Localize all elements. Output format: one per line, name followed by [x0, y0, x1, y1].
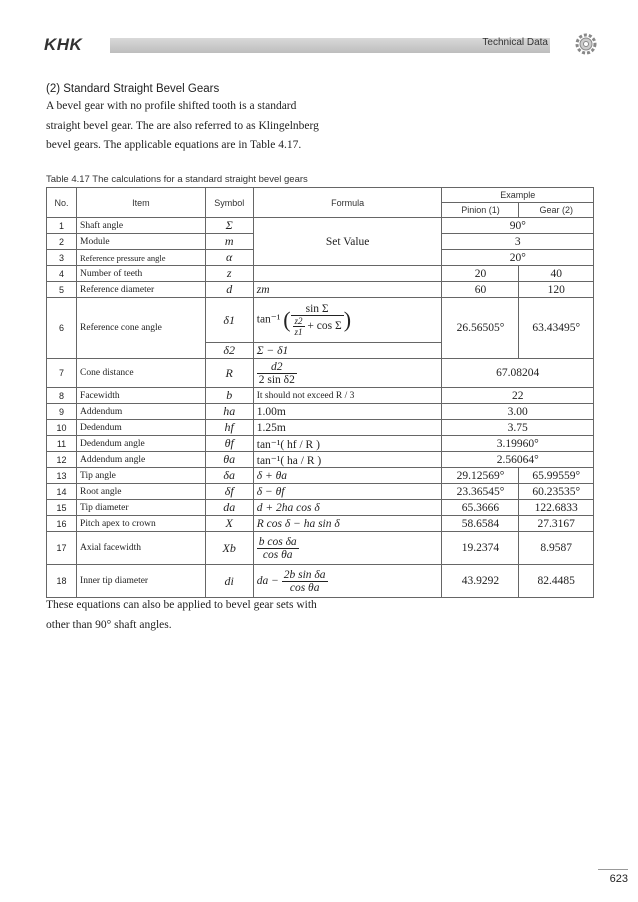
table-row	[47, 218, 594, 234]
header-pinion: Pinion (1)	[442, 203, 519, 218]
row-formula	[253, 565, 442, 598]
row-formula: zm	[253, 282, 442, 298]
table-row	[47, 388, 594, 404]
row-formula: tan⁻¹( hf / R )	[253, 436, 442, 452]
row-gear: 27.3167	[519, 516, 594, 532]
row-value: 90°	[442, 218, 594, 234]
z1: z1	[294, 327, 303, 337]
table-header-row	[47, 188, 594, 203]
header-label: Technical Data	[482, 37, 548, 48]
page-number: 623	[609, 873, 628, 885]
row-item: Facewidth	[77, 388, 206, 404]
gear-icon	[572, 30, 600, 58]
outro-paragraph: These equations can also be applied to bevel gear sets with other than 90° shaft angles.	[46, 599, 317, 631]
row-item: Inner tip diameter	[77, 565, 206, 598]
row-formula-2: Σ − δ1	[253, 343, 442, 359]
row-item: Reference pressure angle	[77, 250, 206, 266]
row-no: 8	[47, 388, 77, 404]
row-formula: δ − θf	[253, 484, 442, 500]
row-formula	[253, 359, 442, 388]
header-formula: Formula	[253, 188, 442, 218]
row-symbol: di	[205, 565, 253, 598]
page-header	[44, 34, 600, 54]
table-row	[47, 404, 594, 420]
row-item: Reference diameter	[77, 282, 206, 298]
table-row	[47, 516, 594, 532]
row-pinion: 23.36545°	[442, 484, 519, 500]
row-no: 11	[47, 436, 77, 452]
intro-paragraph: A bevel gear with no profile shifted tooth is a standard straight bevel gear. The are also referred to as Klingelnberg bevel gears. The applicable equations are in Table 4.17.	[46, 100, 319, 151]
row-pinion: 29.12569°	[442, 468, 519, 484]
cone-angle-fraction	[291, 303, 344, 337]
set-value: Set Value	[253, 218, 442, 266]
header-item: Item	[77, 188, 206, 218]
row-symbol: θf	[205, 436, 253, 452]
formula-numerator: 2b sin δa	[283, 568, 326, 581]
formula-denominator: cos θa	[262, 548, 293, 561]
row-item: Cone distance	[77, 359, 206, 388]
row-symbol: b	[205, 388, 253, 404]
calculation-table	[46, 187, 594, 598]
header-example: Example	[442, 188, 594, 203]
row-gear: 65.99559°	[519, 468, 594, 484]
table-row	[47, 565, 594, 598]
row-symbol-1: δ1	[205, 298, 253, 343]
row-symbol-2: δ2	[205, 343, 253, 359]
row-symbol: ha	[205, 404, 253, 420]
row-value: 3.19960°	[442, 436, 594, 452]
row-symbol: δf	[205, 484, 253, 500]
row-pinion: 43.9292	[442, 565, 519, 598]
table-caption: Table 4.17 The calculations for a standard straight bevel gears	[46, 174, 308, 185]
row-no: 1	[47, 218, 77, 234]
row-pinion: 19.2374	[442, 532, 519, 565]
row-no: 16	[47, 516, 77, 532]
row-no: 12	[47, 452, 77, 468]
row-symbol: δa	[205, 468, 253, 484]
row-pinion: 60	[442, 282, 519, 298]
row-no: 6	[47, 298, 77, 359]
table-row	[47, 359, 594, 388]
row-value: 3	[442, 234, 594, 250]
row-formula	[253, 532, 442, 565]
row-no: 5	[47, 282, 77, 298]
row-symbol: d	[205, 282, 253, 298]
table-row	[47, 266, 594, 282]
row-value: 3.75	[442, 420, 594, 436]
table-row	[47, 282, 594, 298]
table-row	[47, 468, 594, 484]
row-no: 10	[47, 420, 77, 436]
row-item: Pitch apex to crown	[77, 516, 206, 532]
row-pinion: 65.3666	[442, 500, 519, 516]
row-symbol: α	[205, 250, 253, 266]
row-item: Reference cone angle	[77, 298, 206, 359]
row-gear: 122.6833	[519, 500, 594, 516]
row-no: 14	[47, 484, 77, 500]
table-row	[47, 532, 594, 565]
row-value: 3.00	[442, 404, 594, 420]
row-value: 67.08204	[442, 359, 594, 388]
row-item: Dedendum angle	[77, 436, 206, 452]
table-row	[47, 436, 594, 452]
header-gear: Gear (2)	[519, 203, 594, 218]
page-number-rule	[598, 869, 628, 870]
row-symbol: Σ	[205, 218, 253, 234]
row-formula: 1.00m	[253, 404, 442, 420]
row-item: Dedendum	[77, 420, 206, 436]
row-no: 4	[47, 266, 77, 282]
row-pinion: 58.6584	[442, 516, 519, 532]
row-symbol: θa	[205, 452, 253, 468]
row-formula: R cos δ − ha sin δ	[253, 516, 442, 532]
row-gear: 63.43495°	[519, 298, 594, 359]
row-gear: 60.23535°	[519, 484, 594, 500]
row-gear: 82.4485	[519, 565, 594, 598]
row-symbol: hf	[205, 420, 253, 436]
row-item: Axial facewidth	[77, 532, 206, 565]
table-row	[47, 500, 594, 516]
row-gear: 40	[519, 266, 594, 282]
row-no: 17	[47, 532, 77, 565]
row-value: 20°	[442, 250, 594, 266]
row-no: 18	[47, 565, 77, 598]
row-no: 3	[47, 250, 77, 266]
row-formula: δ + θa	[253, 468, 442, 484]
tan-inverse: tan⁻¹	[256, 313, 281, 326]
row-pinion: 26.56505°	[442, 298, 519, 359]
row-formula: tan⁻¹( ha / R )	[253, 452, 442, 468]
header-symbol: Symbol	[205, 188, 253, 218]
khk-logo: KHK	[44, 35, 108, 54]
formula-denominator: 2 sin δ2	[258, 373, 295, 386]
formula-numerator: b cos δa	[258, 535, 297, 548]
row-gear: 120	[519, 282, 594, 298]
row-item: Shaft angle	[77, 218, 206, 234]
section-title: (2) Standard Straight Bevel Gears	[46, 83, 220, 95]
row-symbol: da	[205, 500, 253, 516]
row-symbol: X	[205, 516, 253, 532]
row-item: Tip angle	[77, 468, 206, 484]
row-gear: 8.9587	[519, 532, 594, 565]
row-formula: tan⁻¹ ( sin Σ $\frac{z2}{z1}$ + cos Σ )	[253, 298, 442, 343]
table-row	[47, 298, 594, 343]
row-no: 15	[47, 500, 77, 516]
formula-denominator: cos θa	[289, 581, 320, 594]
row-item: Root angle	[77, 484, 206, 500]
row-symbol: R	[205, 359, 253, 388]
row-value: 2.56064°	[442, 452, 594, 468]
row-item: Module	[77, 234, 206, 250]
row-item: Tip diameter	[77, 500, 206, 516]
cone-angle-numerator: sin Σ	[291, 303, 344, 316]
row-symbol: Xb	[205, 532, 253, 565]
cos-sigma: + cos Σ	[307, 320, 342, 333]
row-item: Addendum angle	[77, 452, 206, 468]
row-formula: 1.25m	[253, 420, 442, 436]
row-symbol: z	[205, 266, 253, 282]
row-formula: It should not exceed R / 3	[253, 388, 442, 404]
formula-prefix: da −	[256, 574, 279, 587]
row-formula: d + 2ha cos δ	[253, 500, 442, 516]
row-symbol: m	[205, 234, 253, 250]
z2: z2	[294, 316, 303, 326]
row-pinion: 20	[442, 266, 519, 282]
row-no: 13	[47, 468, 77, 484]
table-row	[47, 420, 594, 436]
row-value: 22	[442, 388, 594, 404]
row-formula	[253, 266, 442, 282]
table-row	[47, 452, 594, 468]
row-item: Addendum	[77, 404, 206, 420]
row-no: 2	[47, 234, 77, 250]
header-no: No.	[47, 188, 77, 218]
table-row	[47, 484, 594, 500]
formula-numerator: d2	[257, 361, 297, 374]
row-item: Number of teeth	[77, 266, 206, 282]
row-no: 7	[47, 359, 77, 388]
row-no: 9	[47, 404, 77, 420]
